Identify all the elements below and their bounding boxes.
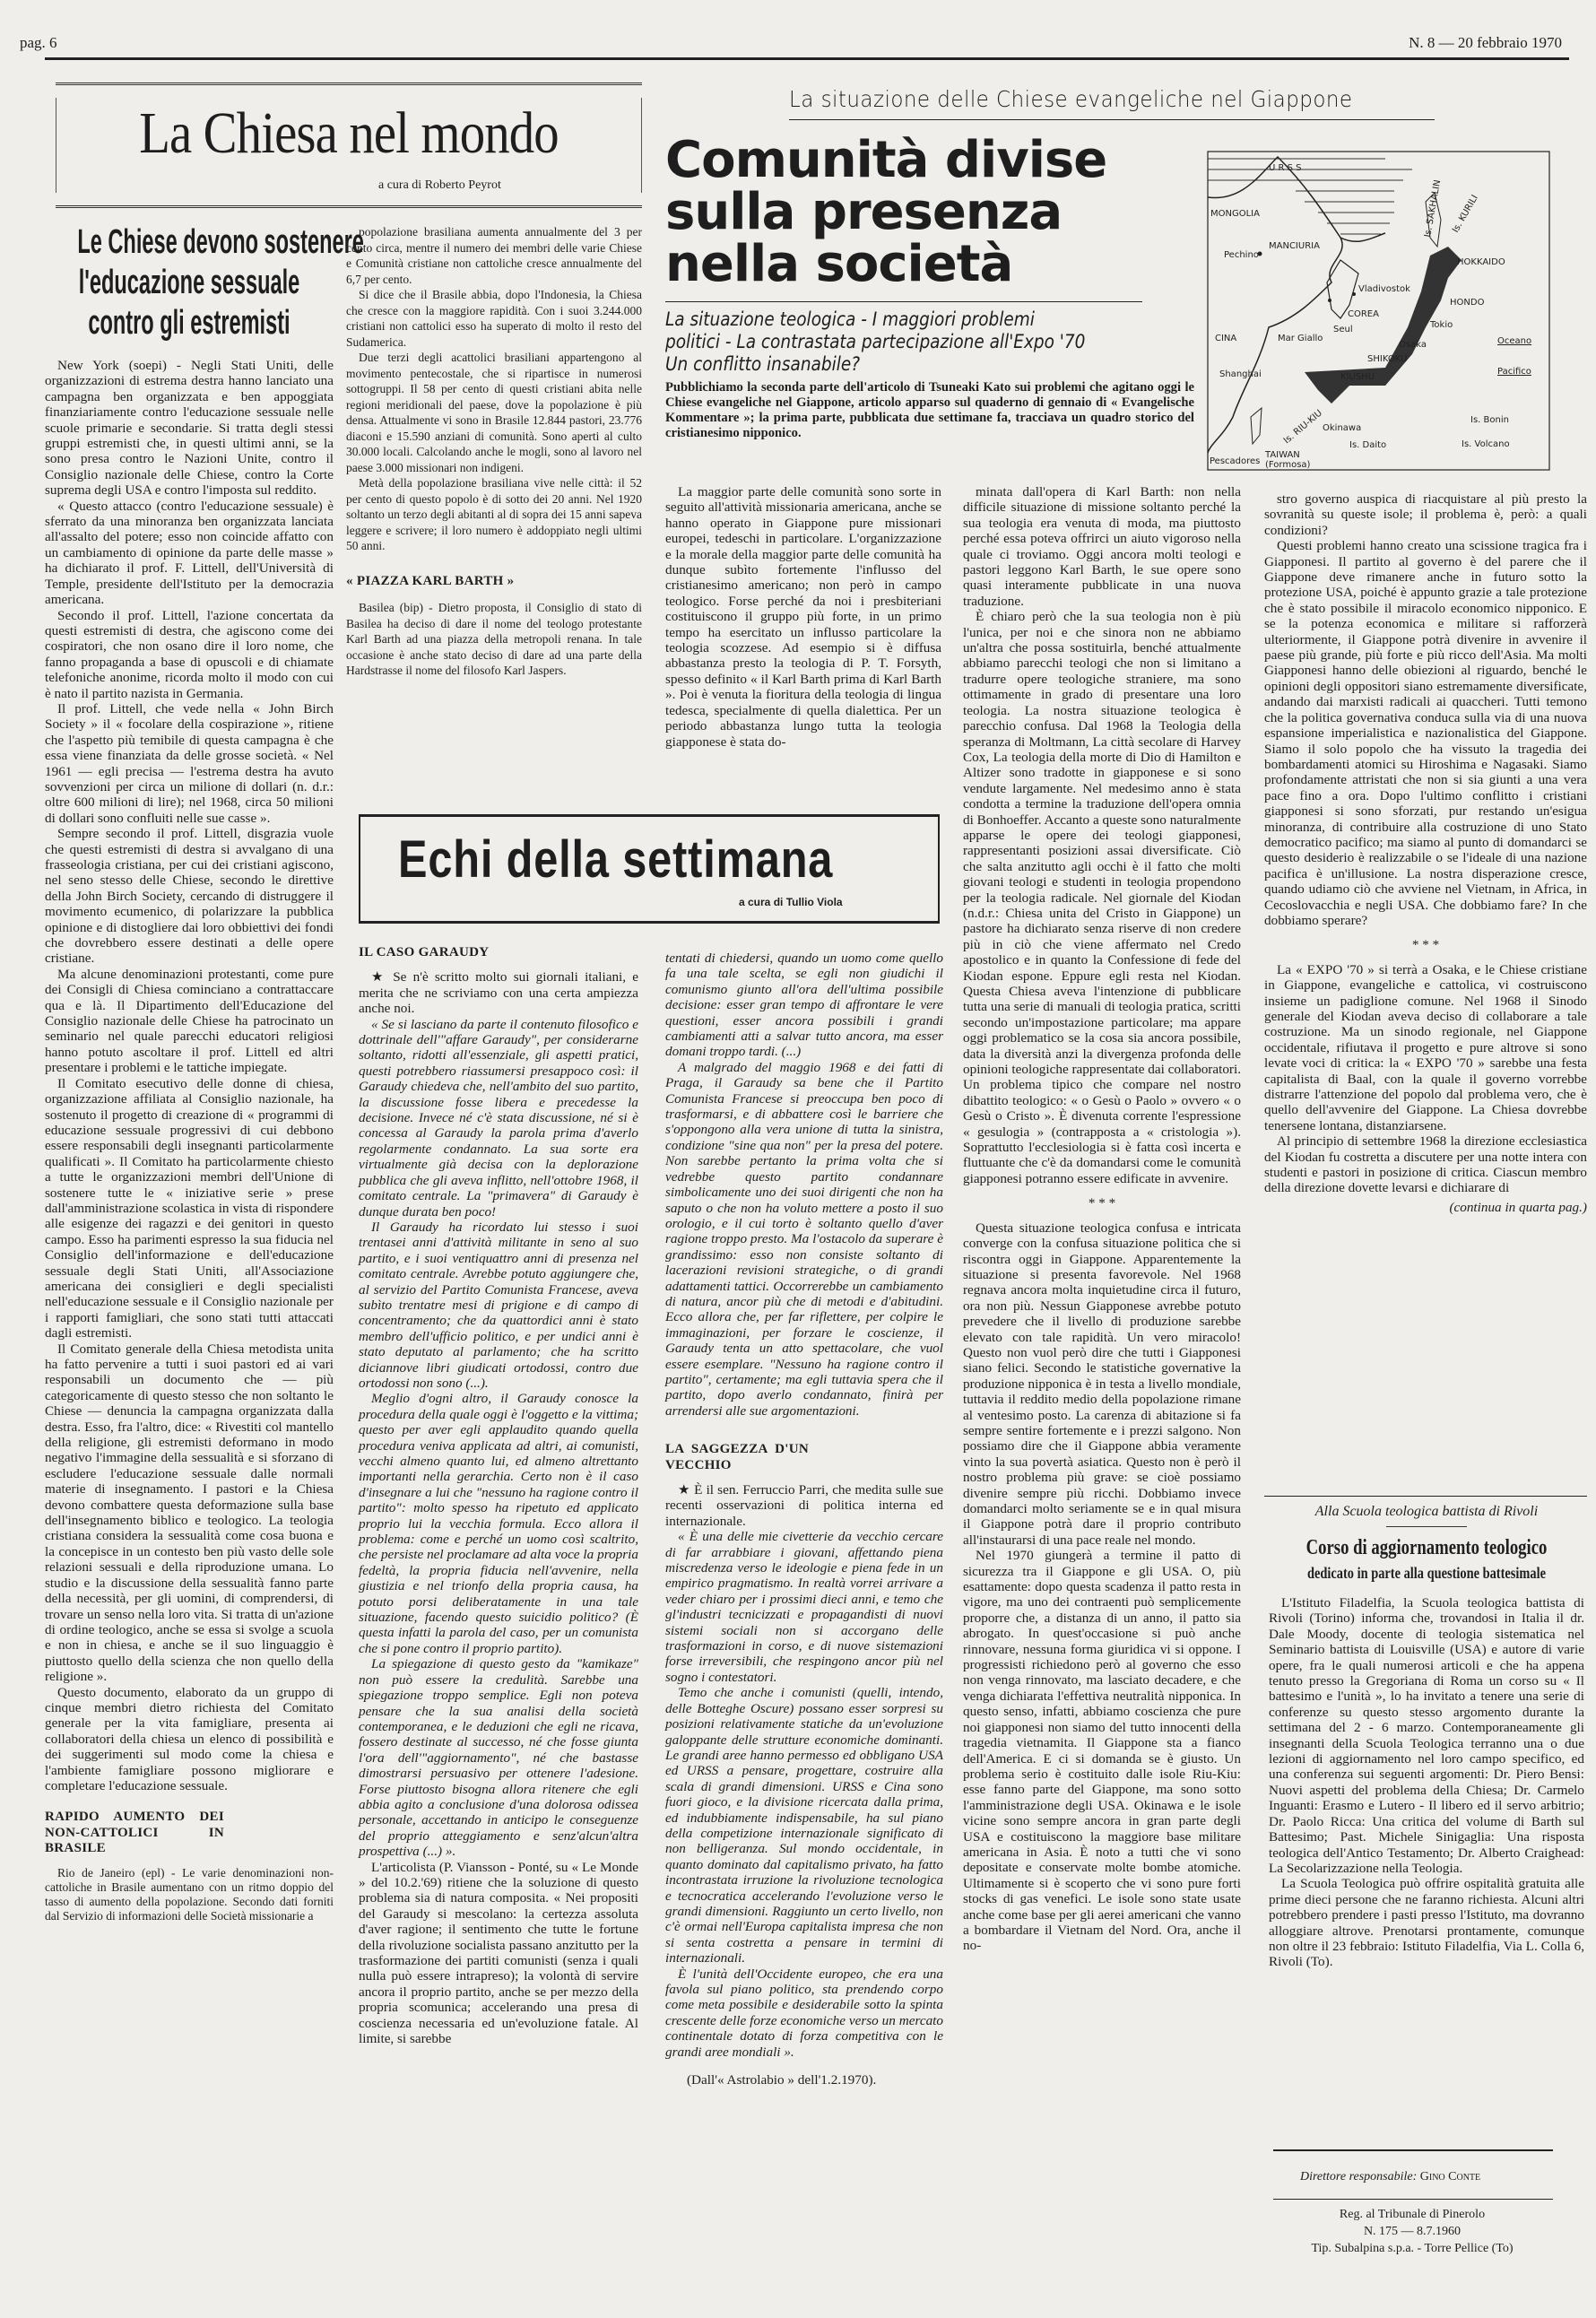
- map-japan: [1206, 148, 1587, 480]
- map-label: U R S S: [1269, 163, 1302, 173]
- paragraph: L'articolista (P. Viansson - Ponté, su « Le Monde » del 10.2.'69) ritiene che la soluzione di questo problema sia di natura composita. « Nei propositi del Garaudy si mescolano: la certezza assoluta d'aver ragione; il sentimento che tutte le fortune della rivoluzione socialista passano anzitutto per la trasformazione dei partiti comunisti (senza i quali nulla può essere intrapreso); la volontà di servire ancora il proprio partito, anche se per mezzo della propria scomunica; accelerando una presa di coscienza necessaria ed un'evoluzione fatale. Al limite, si sarebbe: [359, 1859, 638, 2047]
- echi-column-b: [665, 951, 943, 2296]
- director-name: Gino Conte: [1419, 2170, 1481, 2183]
- headline-line: Comunità divise: [665, 131, 1107, 189]
- japan-headline: [665, 131, 1107, 293]
- paragraph: Questo documento, elaborato da un gruppo di cinque membri dietro richiesta del Comitato generale per la vita famigliare, presenta ai collaboratori della chiesa un elenco di possibilità e dei suggerimenti sul modo come la chiesa e l'ambiente famigliare possono migliorare e completare l'educazione sessuale.: [45, 1684, 334, 1793]
- paragraph: Basilea (bip) - Dietro proposta, il Consiglio di stato di Basilea ha deciso di dare il nome del teologo protestante Karl Barth ad una piazza della metropoli renana. In tale occasione è anche stato deciso di dare ad una parte della Hardstrasse il nome del filosofo Karl Jaspers.: [346, 601, 642, 677]
- paragraph: Il Garaudy ha ricordato lui stesso i suoi trentasei anni d'attività militante in seno al suo partito, e i suoi ventiquattro anni di presenza nel comitato centrale. Avrebbe potuto aggiungere che, al servizio del Partito Comunista Francese, aveva subìto trentatre mesi di prigione e di campo di concentramento; che da quattordici anni è stato membro dell'ufficio politico, e per undici anni è stato deputato al parlamento; che ha scritto diciannove libri giudicati ortodossi, contro due ortodossi non sono (...).: [359, 1219, 638, 1391]
- divider: [1273, 2199, 1553, 2200]
- japan-column-2: [963, 484, 1241, 2305]
- article-body: [1269, 1595, 1584, 1970]
- rivoli-headline: Corso di aggiornamento teologico: [1305, 1536, 1548, 1559]
- map-label: Is. Volcano: [1462, 439, 1510, 449]
- paragraph: È chiaro però che la sua teologia non è più l'unica, per noi e che sinora non ne abbiamo un'altra che possa sostituirla, benché attualmente abbiamo parecchi teologi che non si limitano a tradurre opere teologiche straniere, ma sono ottimamente in grado di presentare una loro teologia. La nostra situazione teologica è parecchio confusa. Dal 1968 la Teologia della speranza di Moltmann, La città secolare di Harvey Cox, La teologia della morte di Dio di Hamilton e Altizer sono tradotte in giapponese e si sono vendute largamente. Nel medesimo anno è stata condotta a termine la traduzione dell'opera omnia di Bonhoeffer. Accanto a queste sono naturalmente apparse le opere dei teologi giapponesi, rappresentanti posizioni assai diversificate. Ciò che salta anzitutto agli occhi è il fatto che molti giovani teologi e studenti in teologia propendono per la teologia radicale. Nel giornale del Kiodan (n.d.r.: Chiesa unita del Cristo in Giappone) un pastore ha dichiarato senza riserve di non credere più in ciò che viene affermato nel Credo apostolico e in quanto la Confessione di fede del Kiodan espone. Eppure egli resta nel Kiodan. Questa Chiesa aveva l'intenzione di pubblicare tutta una serie di manuali di teologia pratica, scritti secondo un'impostazione particolare; ma appare oggi problematico se la cosa sia ancora possibile, data la diversità anzi la divergenza profonda delle opinioni teologiche rappresentate dai collaboratori. Un problema tipico che compare nel nostro dibattito teologico: « o Gesù o Paolo » ovvero « o Gesù o Cristo ». È divenuta corrente l'espressione « gesulogia » (contrapposta a « cristologia »). Soprattutto l'ecclesiologia si è fatta così incerta e fluttuante che c'è da domandarsi come le comunità giapponesi potranno essere edificate in avvenire.: [963, 609, 1241, 1186]
- registration-number: N. 175 — 8.7.1960: [1363, 2225, 1462, 2238]
- page-number: pag. 6: [20, 34, 57, 51]
- article-sex-education: [45, 219, 364, 2308]
- map-label: Is. Daito: [1349, 440, 1387, 450]
- paragraph: La maggior parte delle comunità sono sorte in seguito all'attività missionaria americana, anche se hanno operato in Giappone pure missionari europei, tedeschi in particolare. L'organizzazione e la morale della maggior parte delle comunità ha dunque subìto fortemente l'influsso del cristianesimo americano; non però in campo teologico. Forse perché da noi i presbiteriani costituiscono il gruppo più forte, in un primo tempo ha esercitato un influsso particolare la teologia scozzese. Ad esempio si è diffusa abbastanza presto la teologia di P. T. Forsyth, spesso definito « il Karl Barth prima di Karl Barth ». Poi è venuta la fioritura della teologia di lingua tedesca, specialmente di quella dialettica. Per un periodo abbastanza lungo tutta la teologia giapponese è stata do-: [665, 484, 941, 750]
- map-label: Oceano: [1497, 336, 1532, 346]
- colophon: [1264, 2206, 1560, 2257]
- headline-rule: [665, 301, 1142, 302]
- japan-column-3: [1264, 491, 1587, 1487]
- paragraph: Ma alcune denominazioni protestanti, come pure dei Consigli di Chiesa cominciano a contrattaccare qua e là. Il Dipartimento dell'Educazione del Consiglio nazionale delle Chiese ha patrocinato un seminario nel quale parecchi educatori religiosi hanno potuto ascoltare il prof. Littell ed altri presentare i problemi e le tattiche impiegate.: [45, 966, 334, 1076]
- map-label: SHIKOKU: [1367, 354, 1408, 364]
- article-body: [346, 224, 642, 554]
- printer: Tip. Subalpina s.p.a. - Torre Pellice (To): [1311, 2242, 1514, 2255]
- rivoli-subheadline: dedicato in parte alla questione battesimale: [1307, 1564, 1546, 1582]
- paragraph: Sempre secondo il prof. Littell, disgrazia vuole che questi estremisti di destra si avvalgano di una frasseologia cristiana, per cui dei cristiani agiscono, nel seno stesso delle Chiese, secondo le direttive della John Birch Society, cercando di distruggere il movimento ecumenico, di polarizzare la pubblica opinione e di distogliere dai loro obbiettivi dei fondi che dovrebbero essere destinati a delle opere cristiane.: [45, 826, 334, 967]
- paragraph: minata dall'opera di Karl Barth: non nella difficile situazione di missione soltanto perché la sua teologia era venuta di moda, ma piuttosto perché essa poteva offrirci un aiuto vigoroso nella quale ci troviamo. Oggi ancora molti teologi e pastori leggono Karl Barth, le sue opere sono quasi interamente pubblicate in una nuova traduzione.: [963, 484, 1241, 609]
- paragraph: Si dice che il Brasile abbia, dopo l'Indonesia, la Chiesa che cresce con la maggiore rapidità. Con i suoi 3.244.000 cristiani non cattolici esso ha superato di molto il resto del Sudamerica.: [346, 288, 642, 349]
- japan-intro: Pubblichiamo la seconda parte dell'articolo di Tsuneaki Kato sui problemi che agitano oggi le Chiese evangeliche nel Giappone, articolo apparso sul quaderno di gennaio di « Evangelische Kommentare »; la prima parte, pubblicata due settimane fa, tracciava un quadro storico del cristianesimo nipponico.: [665, 380, 1194, 440]
- map-label: Is. RIU-KIU: [1281, 408, 1324, 447]
- japan-deck: La situazione teologica - I maggiori problemi politici - La contrastata partecipazione all'Expo '70 Un conflitto insanabile?: [665, 308, 1086, 375]
- article-heading-garaudy: IL CASO GARAUDY: [359, 945, 490, 959]
- article-source: (Dall'« Astrolabio » dell'1.2.1970).: [687, 2072, 877, 2088]
- article-body: [346, 600, 642, 679]
- map-label: Tokio: [1430, 320, 1453, 330]
- divider: [1273, 2149, 1553, 2151]
- paragraph: Questa situazione teologica confusa e intricata converge con la confusa situazione politica che si riscontra oggi in Giappone. Apparentemente la situazione si presenta favorevole. Nel 1968 regnava ancora molta inquietudine circa il futuro, ora non più. Nessun Giapponese avrebbe potuto prevedere che il livello di produzione sarebbe elevato con tale rapidità. Un vero miracolo! Questo non vuol però dire che tutti i Giapponesi siano felici. Secondo le statistiche governative la produzione nipponica è in testa a livello mondiale, tuttavia il reddito medio della popolazione rimane al ventesimo posto. La carenza di abitazione si fa sempre sentire fortemente e i prezzi salgono. Non possiamo dire che il Giappone abbia veramente vinto la sua povertà asiatica. Questo non è però il nostro problema più grave: se cioè possiamo divenire sempre più ricchi. Dobbiamo invece domandarci molto seriamente se e in qual misura il Giappone potrà dare il proprio contributo all'instaurarsi di una pace reale nel mondo.: [963, 1220, 1241, 1548]
- article-heading-brasile: RAPIDO AUMENTO DEI NON-CATTOLICI IN BRASILE: [45, 1810, 224, 1856]
- paragraph: stro governo auspica di riacquistare al più presto la sovranità su queste isole; il problema è, però: a quali condizioni?: [1264, 491, 1587, 538]
- paragraph: Il Comitato generale della Chiesa metodista unita ha fatto pervenire a tutti i suoi pastori ed ai vari responsabili un documento che — più categoricamente di questo stesso che non soltanto le Chiese — denuncia la campagna organizzata dalla destra. Esso, fra l'altro, dice: « Rivestiti col mantello della religione, gli estremisti deformano in modo negativo l'immagine della sessualità e si sforzano di escludere l'educazione sessuale dalle normali materie di insegnamento. I pastori e la Chiesa devono combattere questa deformazione sulla base dell'insegnamento biblico e teologico. La teologia cristiana considera la sessualità come cosa buona e la concepisce in un contesto ben più vasto delle sole relazioni sessuali e della riproduzione umana. Lo studio e la discussione della sessualità fanno parte della necessità, per gli uomini, di comprendersi, di trovare un senso nella loro vita. Si tratta di un'azione di ordine teologico, anche se essa si svolge a scuola e non in chiesa, e anche se il suo linguaggio è piuttosto quello della scienza che non quello della religione ».: [45, 1341, 334, 1685]
- article-body: [665, 951, 943, 1419]
- map-label: Okinawa: [1323, 423, 1362, 433]
- director-line: [1300, 2170, 1480, 2184]
- article-body: [1264, 491, 1587, 1196]
- issue-date: N. 8 — 20 febbraio 1970: [1409, 34, 1562, 51]
- headline-line: l'educazione sessuale: [78, 264, 300, 301]
- masthead-rule: [45, 57, 1569, 60]
- continued-note: (continua in quarta pag.): [1449, 1199, 1587, 1215]
- map-label: Vladivostok: [1358, 284, 1410, 294]
- map-label: Mar Giallo: [1278, 334, 1323, 343]
- article-headline: [9, 222, 369, 343]
- paragraph: tentati di chiedersi, quando un uomo come quello fa una tale scelta, se egli non giudichi il comunismo giunto all'ora dell'ultima possibile decisione: esser gran tempo di affrontare le vere questioni, esser ancora possibili i grandi cambiamenti atti a salvar tutto ancora, ma esser domani troppo tardi. (...): [665, 951, 943, 1060]
- article-body: [359, 969, 638, 2046]
- map-label: Pacifico: [1497, 367, 1531, 377]
- paragraph: Al principio di settembre 1968 la direzione ecclesiastica del Kiodan fu costretta a discutere per una notte intera con studenti e pastori in posizione di critica. Ciascun membro della direzione dovette levarsi e dichiarare di: [1264, 1133, 1587, 1196]
- article-body: [665, 1482, 943, 2060]
- map-label: Seul: [1333, 325, 1353, 334]
- map-label: MONGOLIA: [1210, 209, 1260, 219]
- article-body: [665, 484, 941, 750]
- japan-column-1: [665, 484, 941, 805]
- map-label: TAIWAN: [1265, 450, 1300, 460]
- kicker-rule: [789, 119, 1435, 120]
- paragraph: La spiegazione di questo gesto da "kamikaze" non può essere la credulità. Sarebbe una spiegazione troppo semplice. Egli non poteva pensare che la sua analisi della società contemporanea, e le deduzioni che egli ne ricava, fossero destinate al successo, né che fosse giunta l'ora dell'"aggiornamento", né che bastasse dimostrarsi persuasivo per ottenere l'adesione. Forse piuttosto bisogna allora ritenere che egli abbia agito a conclusione d'una dolorosa odissea personale, accettando in anticipo le conseguenze del proprio atteggiamento e senz'alcun'altra prospettiva (...) ».: [359, 1656, 638, 1860]
- article-heading-barth-square: « PIAZZA KARL BARTH »: [346, 573, 515, 588]
- echi-editor: a cura di Tullio Viola: [739, 896, 843, 908]
- paragraph: Questi problemi hanno creato una scissione tragica fra i Giapponesi. Il partito al governo è del parere che il Giappone deve rimanere anche in futuro sotto la protezione USA, poiché è appunto grazie a tale protezione che è stato possibile il miracolo economico nipponico. E se la potenza economica e militare si rafforzerà ulteriormente, il Giappone potrà divenire in avvenire il paese più grande, più forte e più ricco dell'Asia. Ma molti Giapponesi hanno delle obiezioni al riguardo, benché le opinioni degli oppositori siano estremamente diversificate, andando dai marxisti radicali ai quaccheri. Tutti temono che la politica governativa conduca sulla via di una nuova espansione imperialistica e nazionalistica del Giappone. Siamo il solo popolo che ha vissuto la tragedia dei bombardamenti atomici su Hiroshima e Nagasaki. Siamo profondamente attristati che non si sia giunti a una vera pace fino a ora. Dopo l'ultimo conflitto i cristiani giapponesi si sono sforzati, pur restando un'esigua minoranza, di contribuire alla costruzione di uno Stato democratico pacifico; ma siamo al punto di domandarci se questo desiderio è realizzabile o se l'ideale di una nazione pacifica è un'illusione. La nostra disperazione cresce, quando udiamo ciò che avviene nel Vietnam, in Africa, in Cecoslovacchia e negli USA. Che dobbiamo fare? In che dobbiamo sperare?: [1264, 538, 1587, 928]
- map-label: CINA: [1215, 334, 1237, 343]
- paragraph: La « EXPO '70 » si terrà a Osaka, e le Chiese cristiane in Giappone, evangeliche e cattolica, vi costruiscono insieme un padiglione comune. Nel 1968 il Sinodo generale del Kiodan aveva deciso di collaborare a tale costruzione. Ma un sinodo regionale, nel Giappone occidentale, rifiutava il progetto e pure altrove si sono levate voci di critica: la « EXPO '70 » sarebbe una festa capitalista di Baal, con la quale il governo vorrebbe distrarre l'attenzione del popolo dal problema vero, che è quello dell'avvenire del Giappone. La Chiesa dovrebbe tenersene lontana, distanziarsene.: [1264, 961, 1587, 1133]
- paragraph: « Se si lasciano da parte il contenuto filosofico e dottrinale dell'"affare Garaudy", per considerarne soltanto, ridotti all'essenziale, gli aspetti pratici, questi potrebbero riassumersi presappoco così: il Garaudy chiedeva che, nell'ambito del suo partito, la discussione fosse libera e precedesse la decisione. Invece né c'è stata discussione, né si è concessa al Garaudy la parola prima d'averlo regolarmente condannato. La sua sorte era virtualmente già decisa con la deplorazione pubblica che gli aveva inflitto, nell'ottobre 1968, il comitato centrale. La "primavera" di Garaudy è dunque durata ben poco!: [359, 1016, 638, 1220]
- paragraph: Il Comitato esecutivo delle donne di chiesa, organizzazione affiliata al Consiglio nazionale, ha sostenuto il progetto di creazione di « programmi di educazione sessuale progressivi di cui debbono essere responsabili degli insegnanti particolarmente qualificati ». Il Comitato ha particolarmente chiesto a tutte le organizzazioni membri dell'Unione di sostenere tutte le « iniziative serie » prese dall'amministrazione scolastica in vista di rispondere alle esigenze dei ragazzi e dei genitori in questo campo. Esso ha parimenti espresso la sua fiducia nel Consiglio dell'informazione e dell'educazione sessuale degli Stati Uniti, all'Associazione americana dei consiglieri e degli specialisti nell'educazione sessuale e il Consiglio nazionale per i rapporti famigliari, che sono stati tutti attaccati dagli estremisti.: [45, 1075, 334, 1341]
- map-label: HOKKAIDO: [1457, 257, 1505, 267]
- echi-header-box: [359, 814, 940, 924]
- paragraph: Secondo il prof. Littell, l'azione concertata da questi estremisti di destra, che agiscono come dei cospiratori, che non osano dire il loro nome, che fanno propaganda a base di opuscoli e di chiamate telefoniche anonime, ricorda molto il modo con cui è nato il partito nazista in Germania.: [45, 607, 334, 701]
- article-body: [963, 484, 1241, 1954]
- article-rivoli: [1269, 1499, 1584, 2127]
- japan-kicker: La situazione delle Chiese evangeliche nel Giappone: [789, 86, 1353, 112]
- map-label: Shanghai: [1219, 369, 1262, 379]
- map-label: Is. Bonin: [1470, 415, 1509, 425]
- divider: [1264, 1496, 1587, 1497]
- paragraph: Nel 1970 giungerà a termine il patto di sicurezza tra il Giappone e gli USA. O, più esattamente: dopo questa scadenza il patto resta in vigore, ma uno dei contraenti può semplicemente proporre che, a distanza di un anno, il patto sia abrogato. In quest'occasione si può anche rinnovare, nessuna forma giuridica vi si oppone. I progressisti richiedono però al governo che esso non venga rinnovato, ma lasciato decadere, e che venga dichiarata l'effettiva neutralità nipponica. In questo senso, infatti, abbiamo coscienza che pure noi giapponesi non siamo del tutto innocenti della tragedia vietnamita. Il Giappone sta a fianco dell'America. E ci si domanda se è giusto. Un problema serio è costituito dalle isole Riu-Kiu: esse fanno parte del Giappone, ma sono sotto l'amministrazione degli USA. Okinawa e le isole vicine sono sempre ancora in gran parte degli USA e costituiscono la maggiore base militare americana in Asia. È noto a tutti che vi sono depositate e conservate molte bombe atomiche. Ultimamente si è scoperto che vi sono pure forti stocks di gas venefici. Le isole sono state usate anche come base per gli aerei americani che vanno a bombardare il Vietnam del Nord. Ora, anche il no-: [963, 1548, 1241, 1954]
- paragraph: Meglio d'ogni altro, il Garaudy conosce la procedura della quale oggi è l'oggetto e la vittima; questo per aver egli applaudito quando quella procedura veniva applicata ad altri, ai comunisti, vecchi almeno quanto lui, ed almeno altrettanto importanti nella gerarchia. Certo non è il caso d'insegnare a lui che "nessuno ha ragione contro il partito": molto spesso ha ripetuto ed applicato proprio lui la vecchia formula. Ecco allora il problema: come e perché un uomo così scaltrito, che persiste nel proclamare ad alta voce la propria fedeltà, la propria fiducia nell'avvenire, nella giustizia e nel trionfo della propria causa, ha potuto porsi deliberatamente in una tale situazione, facendo questo suicidio politico? (È questa infatti la parola del caso, per un comunista che si pone contro il proprio partito).: [359, 1391, 638, 1656]
- paragraph: È l'unità dell'Occidente europeo, che era una favola sul piano politico, sta prendendo corpo come meta possibile e desiderabile sotto la spinta crescente delle forze economiche verso un mercato continentale dotato di forza competitiva con le grandi aree mondiali ».: [665, 1966, 943, 2060]
- director-label: Direttore responsabile:: [1300, 2170, 1418, 2183]
- map-label: (Formosa): [1265, 460, 1311, 470]
- article-body: [45, 358, 334, 1793]
- map-label: Osaka: [1399, 340, 1427, 350]
- brasile-lead: Rio de Janeiro (epl) - Le varie denominazioni non-cattoliche in Brasile aumentano con un ritmo doppio del tasso di aumento della popolazione. Secondo dati forniti dal Servizio di informazioni delle Società missionarie a: [45, 1865, 334, 1923]
- paragraph: Metà della popolazione brasiliana vive nelle città: il 52 per cento di questo popolo è di sotto dei 20 anni. Nel 1920 soltanto un terzo degli abitanti al di sopra dei 15 anni sapeva leggere e scrivere; il loro numero è addoppiato negli ultimi 50 anni.: [346, 476, 642, 552]
- paragraph: L'Istituto Filadelfia, la Scuola teologica battista di Rivoli (Torino) informa che, trovandosi in Italia il dr. Dale Moody, docente di teologia sistematica nel Seminario battista di Louisville (USA) e autore di varie opere, fra le quali numerosi articoli e che ha appena tenuto presso la Gregoriana di Roma un corso su « Il battesimo e l'unità », lo ha invitato a tenere una serie di conferenze su questo stesso argomento durante la settimana del 2 - 6 marzo. Contemporaneamente gli insegnanti della Scuola Teologica terranno una o due lezioni di aggiornamento nel loro campo specifico, ed una conferenza sui seguenti argomenti: Dr. Piero Bensi: Nuovi aspetti del problema della Chiesa; Dr. Carmelo Inguanti: Erasmo e Lutero - Il libero ed il servo arbitrio; Dr. Paolo Ricca: Una critica del volume di Barth sul Battesimo; Past. Michele Sinigaglia: Una risposta teologica dell'Antico Testamento; Dr. Alberto Craighead: La Secolarizzazione nella Teologia.: [1269, 1595, 1584, 1876]
- paragraph: * * *: [1088, 1195, 1116, 1211]
- paragraph: « È una delle mie civetterie da vecchio cercare di far arrabbiare i giovani, affettando piena miscredenza verso le ideologie e piena fede in un empirico pragmatismo. In realtà vorrei arrivare a veder chiaro per i prossimi dieci anni, e temo che gl'industri tecnicizzati e propagandisti di nuovi sistemi sociali non si accorgano delle trasformazioni in corso, e di nuove sistemazioni forse irreversibili, che respingono ancor più nel sogno i contestatori.: [665, 1529, 943, 1685]
- echi-title: Echi della settimana: [398, 830, 834, 889]
- paragraph: Il prof. Littell, che vede nella « John Birch Society » il « focolare della cospirazione », ritiene che l'aspetto più temibile di questa campagna è che essa viene finanziata da delle grosse società. « Nel 1961 — egli precisa — l'estrema destra ha avuto sovvenzioni per circa un milione di dollari (n. d.r.: oltre 600 milioni di lire); nel 1968, circa 50 milioni di dollari sono confluiti nelle sue casse ».: [45, 700, 334, 826]
- map-label: COREA: [1348, 309, 1379, 319]
- echi-column-a: [359, 942, 638, 2305]
- map-label: HONDO: [1450, 298, 1485, 308]
- map-label: Pescadores: [1210, 456, 1261, 466]
- paragraph: A malgrado del maggio 1968 e dei fatti di Praga, il Garaudy sa bene che il Partito Comunista Francese si preoccupa ben poco di trasformarsi, e di abbattere così le barriere che s'oppongono alla vera unione di tutta la sinistra, condizione "sine qua non" per la presa del potere. Non sarebbe pertanto la prima volta che si vedrebbe questo partito condannare simbolicamente uno dei suoi dirigenti che non ha saputo o che non ha voluto mettere a posto il suo orologio, e il cui torto è soltanto quello d'aver ragione troppo presto. Ma l'ostacolo da superare è grandissimo: esso non consiste soltanto di lacerazioni revisioni strategiche, o di grandi adattamenti tattici. Occorrerebbe un cambiamento di natura, ancor più che di metodi e d'abitudini. Ecco allora che, per far riflettere, per colpire le immaginazioni, per forzare le coscienze, il Garaudy tenta un atto spettacolare, che vuol essere esemplare. "Nessuno ha ragione contro il partito", certamente; ma egli tuttavia spera che il partito, dopo averlo condannato, finirà per arrendersi alle sue argomentazioni.: [665, 1059, 943, 1419]
- paragraph: ★ È il sen. Ferruccio Parri, che medita sulle sue recenti osservazioni di politica interna ed internazionale.: [665, 1482, 943, 1529]
- paragraph: ★ Se n'è scritto molto sui giornali italiani, e merita che ne scriviamo con una certa ampiezza anche noi.: [359, 969, 638, 1017]
- section-header-box: [56, 82, 642, 208]
- rivoli-kicker: Alla Scuola teologica battista di Rivoli: [1314, 1504, 1539, 1519]
- registration: Reg. al Tribunale di Pinerolo: [1339, 2208, 1486, 2221]
- map-label: MANCIURIA: [1269, 241, 1320, 251]
- article-brasile-continued: [346, 224, 642, 820]
- headline-line: sulla presenza: [665, 183, 1063, 241]
- map-label: Is. KURILI: [1451, 193, 1480, 235]
- paragraph: New York (soepi) - Negli Stati Uniti, delle organizzazioni di estrema destra hanno lanciato una campagna ben organizzata e ben appoggiata finanziariamente contro l'educazione sessuale nelle scuole primarie e secondarie. Si tratta degli stessi gruppi estremisti che, in questi ultimi anni, se la sono presa contro le Nazioni Unite, contro il Consiglio nazionale delle Chiese, contro la Corte suprema degli USA e contro l'imposta sul reddito.: [45, 358, 334, 499]
- section-title: La Chiesa nel mondo: [139, 100, 559, 166]
- paragraph: La Scuola Teologica può offrire ospitalità gratuita alle prime dieci persone che ne faranno richiesta. Alcuni altri potrebbero prendere i pasti presso l'Istituto, ma dovranno alloggiare altrove. Prenotarsi prontamente, comunque non oltre il 23 febbraio: Istituto Filadelfia, Via L. Colla 6, Rivoli (To).: [1269, 1876, 1584, 1970]
- paragraph: * * *: [1411, 937, 1440, 953]
- paragraph: Due terzi degli acattolici brasiliani appartengono al movimento pentecostale, che si ripartisce in numerosi sottogruppi. Il 58 per cento di questi cristiani abita nelle regioni meridionali del paese, dove la popolazione è più densa. Attualmente vi sono in Brasile 12.844 pastori, 23.776 diaconi e 15.590 anziani di comunità. Sono aperti al culto 30.000 locali. Calcolando anche le mogli, sono al lavoro nel paese 3.000 missionari non indigeni.: [346, 351, 642, 474]
- paragraph: popolazione brasiliana aumenta annualmente del 3 per cento circa, mentre il numero dei membri delle varie Chiese e Comunità cristiane non cattoliche cresce annualmente del 6,7 per cento.: [346, 225, 642, 286]
- section-editor: a cura di Roberto Peyrot: [378, 178, 501, 192]
- map-label: KIUSHU: [1340, 372, 1375, 382]
- paragraph: « Questo attacco (contro l'educazione sessuale) è sferrato da una minoranza ben organizzata lanciata all'assalto del potere; esso non coincide affatto con un cambiamento di opinione da parte delle masse » ha dichiarato il prof. F. Littell, dell'Università di Temple, presidente dell'Istituto per la democrazia americana.: [45, 498, 334, 608]
- paragraph: Temo che anche i comunisti (quelli, intendo, delle Botteghe Oscure) possano esser sorpresi su posizioni relativamente statiche da un'evoluzione galoppante delle strutture economiche dominanti. Le grandi aree hanno permesso ed obbligano USA ed URSS a pensare, progettare, costruire alla scala di grandi dimensioni. URSS e Cina sono fuori gioco, e la divisione ricercata dalla prima, ed indubbiamente indispensabile, ha sul piano della competizione internazionale significato di non belligeranza. Sul mondo occidentale, in quanto dominato dal capitalismo privato, ha fatto incontrastata irruzione la rivoluzione tecnologica e tecnocratica accelerando l'evoluzione verso le grandi dimensioni. Raggiunto un certo livello, non c'è ormai nell'Europa capitalista impresa che non si senta costretta a pensare in termini di internazionali.: [665, 1685, 943, 1966]
- map-label: Pechino: [1224, 250, 1259, 260]
- article-heading-parri: LA SAGGEZZA D'UN VECCHIO: [665, 1442, 809, 1472]
- headline-line: Le Chiese devono sostenere: [77, 223, 364, 261]
- headline-line: contro gli estremisti: [88, 304, 291, 342]
- map-label: Is. SAKHALIN: [1423, 178, 1444, 239]
- headline-line: nella società: [665, 235, 1013, 293]
